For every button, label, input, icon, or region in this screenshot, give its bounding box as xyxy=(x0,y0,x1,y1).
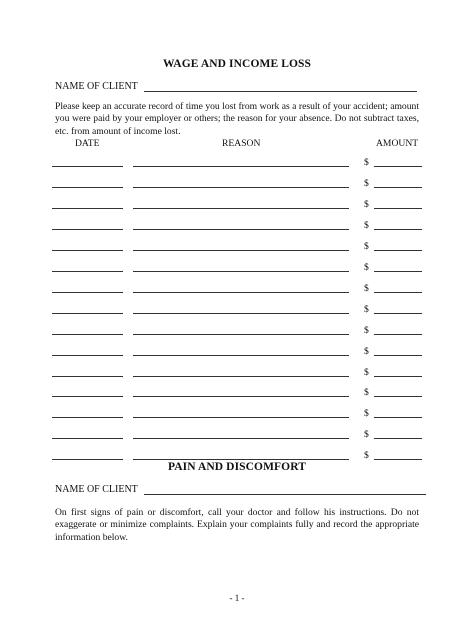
wage-entry-row xyxy=(0,220,474,230)
date-entry-line[interactable] xyxy=(52,270,123,272)
reason-column-header: REASON xyxy=(222,138,261,149)
amount-entry-line[interactable] xyxy=(374,207,422,209)
reason-entry-line[interactable] xyxy=(133,416,349,418)
amount-entry-line[interactable] xyxy=(374,165,422,167)
reason-entry-line[interactable] xyxy=(133,165,349,167)
dollar-sign: $ xyxy=(364,261,369,273)
date-entry-line[interactable] xyxy=(52,186,123,188)
dollar-sign: $ xyxy=(364,450,369,462)
amount-column-header: AMOUNT xyxy=(376,138,419,149)
dollar-sign: $ xyxy=(364,282,369,294)
wage-client-label: NAME OF CLIENT xyxy=(55,81,138,92)
date-entry-line[interactable] xyxy=(52,165,123,167)
dollar-sign: $ xyxy=(364,198,369,210)
dollar-sign: $ xyxy=(364,387,369,399)
amount-entry-line[interactable] xyxy=(374,291,422,293)
pain-client-row xyxy=(55,484,426,495)
dollar-sign: $ xyxy=(364,177,369,189)
date-entry-line[interactable] xyxy=(52,249,123,251)
wage-entry-row xyxy=(0,304,474,314)
amount-entry-line[interactable] xyxy=(374,228,422,230)
pain-instructions: On first signs of pain or discomfort, call your doctor and follow his instructions. Do not exaggerate or minimize complaints. Explain your complaints fully and record the appropriate information below. xyxy=(55,507,419,543)
wage-section-title: WAGE AND INCOME LOSS xyxy=(162,58,311,70)
reason-entry-line[interactable] xyxy=(133,437,349,439)
date-entry-line[interactable] xyxy=(52,395,123,397)
wage-entry-row xyxy=(0,387,474,397)
reason-entry-line[interactable] xyxy=(133,249,349,251)
amount-entry-line[interactable] xyxy=(374,249,422,251)
date-entry-line[interactable] xyxy=(52,312,123,314)
amount-entry-line[interactable] xyxy=(374,354,422,356)
date-entry-line[interactable] xyxy=(52,228,123,230)
dollar-sign: $ xyxy=(364,157,369,168)
amount-entry-line[interactable] xyxy=(374,458,422,460)
reason-entry-line[interactable] xyxy=(133,228,349,230)
wage-entry-row xyxy=(0,241,474,251)
dollar-sign: $ xyxy=(364,408,369,420)
amount-entry-line[interactable] xyxy=(374,333,422,335)
reason-entry-line[interactable] xyxy=(133,375,349,377)
date-entry-line[interactable] xyxy=(52,458,123,460)
pain-client-label: NAME OF CLIENT xyxy=(55,484,138,495)
wage-entry-row xyxy=(0,262,474,272)
wage-entry-row xyxy=(0,157,474,167)
wage-entry-row xyxy=(0,199,474,209)
pain-client-field[interactable] xyxy=(144,484,426,495)
dollar-sign: $ xyxy=(364,219,369,231)
date-entry-line[interactable] xyxy=(52,354,123,356)
wage-entry-row xyxy=(0,283,474,293)
wage-entry-row xyxy=(0,367,474,377)
wage-client-field[interactable] xyxy=(144,81,417,92)
dollar-sign: $ xyxy=(364,240,369,252)
page-number: - 1 - xyxy=(229,593,245,603)
dollar-sign: $ xyxy=(364,366,369,378)
dollar-sign: $ xyxy=(364,303,369,315)
amount-entry-line[interactable] xyxy=(374,270,422,272)
wage-entry-row xyxy=(0,346,474,356)
pain-section-title: PAIN AND DISCOMFORT xyxy=(167,461,306,473)
dollar-sign: $ xyxy=(364,429,369,441)
dollar-sign: $ xyxy=(364,345,369,357)
wage-entry-row xyxy=(0,325,474,335)
date-entry-line[interactable] xyxy=(52,437,123,439)
reason-entry-line[interactable] xyxy=(133,312,349,314)
date-entry-line[interactable] xyxy=(52,375,123,377)
date-column-header: DATE xyxy=(75,138,100,149)
date-entry-line[interactable] xyxy=(52,416,123,418)
reason-entry-line[interactable] xyxy=(133,207,349,209)
date-entry-line[interactable] xyxy=(52,207,123,209)
reason-entry-line[interactable] xyxy=(133,458,349,460)
reason-entry-line[interactable] xyxy=(133,333,349,335)
dollar-sign: $ xyxy=(364,324,369,336)
reason-entry-line[interactable] xyxy=(133,354,349,356)
date-entry-line[interactable] xyxy=(52,291,123,293)
reason-entry-line[interactable] xyxy=(133,291,349,293)
reason-entry-line[interactable] xyxy=(133,395,349,397)
reason-entry-line[interactable] xyxy=(133,270,349,272)
wage-entry-row xyxy=(0,408,474,418)
wage-client-row xyxy=(55,81,417,92)
reason-entry-line[interactable] xyxy=(133,186,349,188)
amount-entry-line[interactable] xyxy=(374,416,422,418)
amount-entry-line[interactable] xyxy=(374,186,422,188)
date-entry-line[interactable] xyxy=(52,333,123,335)
wage-entry-row xyxy=(0,450,474,460)
wage-entry-row xyxy=(0,429,474,439)
amount-entry-line[interactable] xyxy=(374,312,422,314)
amount-entry-line[interactable] xyxy=(374,395,422,397)
amount-entry-line[interactable] xyxy=(374,437,422,439)
wage-instructions: Please keep an accurate record of time you lost from work as a result of your accident; amount you were paid by your employer or others; the reason for your absence. Do not subtract taxes, etc. from amount of income lost. xyxy=(55,101,419,137)
wage-entry-row xyxy=(0,178,474,188)
amount-entry-line[interactable] xyxy=(374,375,422,377)
